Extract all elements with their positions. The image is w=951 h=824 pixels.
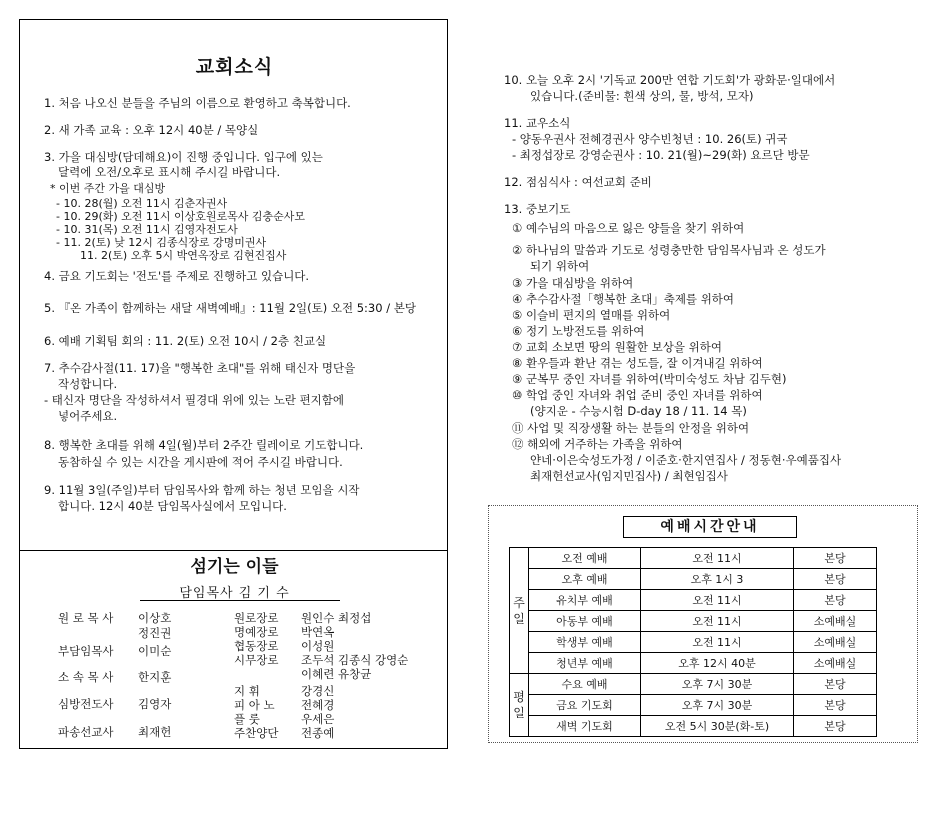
prayer-item: ⑥ 정기 노방전도를 위하여 bbox=[512, 324, 645, 338]
sunday-label: 주 일 bbox=[510, 548, 529, 674]
weekday-label: 평 일 bbox=[510, 674, 529, 737]
prayer-item: 최재헌선교사(임지민집사) / 최현임집사 bbox=[530, 469, 728, 483]
staff-name: 정진권 bbox=[138, 626, 172, 640]
staff-role: 원 로 목 사 bbox=[58, 611, 114, 625]
staff-role: 피 아 노 bbox=[234, 698, 275, 712]
news-item: 9. 11월 3일(주일)부터 담임목사와 함께 하는 청년 모임을 시작 bbox=[44, 483, 360, 497]
news-item: 합니다. 12시 40분 담임목사실에서 모입니다. bbox=[58, 499, 287, 513]
service-place: 본당 bbox=[794, 695, 877, 716]
service-time: 오후 7시 30분 bbox=[641, 674, 794, 695]
staff-role: 부담임목사 bbox=[58, 644, 114, 658]
prayer-item: ④ 추수감사절「행복한 초대」축제를 위하여 bbox=[512, 292, 735, 306]
visit-item: - 10. 29(화) 오전 11시 이상호원로목사 김충순사모 bbox=[56, 210, 306, 223]
service-time: 오전 11시 bbox=[641, 611, 794, 632]
table-row bbox=[510, 716, 877, 737]
service-name: 수요 예배 bbox=[529, 674, 641, 695]
news-item: 12. 점심식사 : 여선교회 준비 bbox=[504, 175, 652, 189]
staff-role: 명예장로 bbox=[234, 625, 279, 639]
news-item: 13. 중보기도 bbox=[504, 202, 571, 216]
prayer-item: ② 하나님의 말씀과 기도로 성령충만한 담임목사님과 온 성도가 bbox=[512, 243, 826, 257]
service-time: 오전 11시 bbox=[641, 632, 794, 653]
prayer-item: ⑦ 교회 소보면 땅의 원활한 보상을 위하여 bbox=[512, 340, 722, 354]
staff-name: 이상호 bbox=[138, 611, 172, 625]
staff-name: 이혜련 유창균 bbox=[301, 667, 372, 681]
service-place: 소예배실 bbox=[794, 632, 877, 653]
table-row bbox=[510, 674, 877, 695]
news-item: 8. 행복한 초대를 위해 4일(월)부터 2주간 릴레이로 기도합니다. bbox=[44, 438, 364, 452]
staff-name: 원인수 최정섭 bbox=[301, 611, 372, 625]
service-place: 소예배실 bbox=[794, 611, 877, 632]
service-time: 오전 11시 bbox=[641, 548, 794, 569]
news-item: 4. 금요 기도회는 '전도'를 주제로 진행하고 있습니다. bbox=[44, 269, 310, 283]
prayer-item: ⑤ 이슬비 편지의 열매를 위하여 bbox=[512, 308, 671, 322]
prayer-item: ⑨ 군복무 중인 자녀를 위하여(박미숙성도 차남 김두현) bbox=[512, 372, 787, 386]
staff-name: 박연옥 bbox=[301, 625, 335, 639]
news-item: 작성합니다. bbox=[58, 377, 118, 391]
table-row bbox=[510, 611, 877, 632]
service-time: 오전 11시 bbox=[641, 590, 794, 611]
church-news-panel bbox=[19, 19, 448, 749]
visit-item: - 10. 31(목) 오전 11시 김영자전도사 bbox=[56, 223, 238, 236]
news-title: 교회소식 bbox=[195, 56, 274, 78]
senior-pastor-text: 담임목사 김 기 수 bbox=[179, 586, 290, 601]
service-name: 금요 기도회 bbox=[529, 695, 641, 716]
staff-role: 협동장로 bbox=[234, 639, 279, 653]
staff-role: 파송선교사 bbox=[58, 725, 114, 739]
service-place: 본당 bbox=[794, 548, 877, 569]
visit-item: - 11. 2(토) 낮 12시 김종식장로 강명미권사 bbox=[56, 236, 267, 249]
service-name: 학생부 예배 bbox=[529, 632, 641, 653]
staff-role: 소 속 목 사 bbox=[58, 670, 114, 684]
visit-item: - 10. 28(월) 오전 11시 김춘자권사 bbox=[56, 197, 228, 210]
service-name: 아동부 예배 bbox=[529, 611, 641, 632]
news-item: 넣어주세요. bbox=[58, 409, 118, 423]
staff-name: 이미순 bbox=[138, 644, 172, 658]
underline bbox=[140, 600, 340, 601]
staff-name: 이성원 bbox=[301, 639, 335, 653]
table-row bbox=[510, 653, 877, 674]
news-item: 1. 처음 나오신 분들을 주님의 이름으로 환영하고 축복합니다. bbox=[44, 96, 351, 110]
table-row bbox=[510, 632, 877, 653]
prayer-item: ③ 가을 대심방을 위하여 bbox=[512, 276, 634, 290]
service-name: 청년부 예배 bbox=[529, 653, 641, 674]
staff-name: 최재헌 bbox=[138, 725, 172, 739]
news-item: - 태신자 명단을 작성하셔서 필경대 위에 있는 노란 편지함에 bbox=[44, 393, 345, 407]
staff-role: 시무장로 bbox=[234, 653, 279, 667]
service-name: 오후 예배 bbox=[529, 569, 641, 590]
staff-role: 지 휘 bbox=[234, 684, 260, 698]
news-item: 10. 오늘 오후 2시 '기독교 200만 연합 기도회'가 광화문·일대에서 bbox=[504, 73, 836, 87]
staff-name: 조두석 김종식 강영순 bbox=[301, 653, 409, 667]
service-time: 오전 5시 30분(화-토) bbox=[641, 716, 794, 737]
news-item: - 최정섭장로 강영순권사 : 10. 21(월)~29(화) 요르단 방문 bbox=[512, 148, 810, 162]
staff-name: 한지훈 bbox=[138, 670, 172, 684]
staff-name: 김영자 bbox=[138, 697, 172, 711]
news-item: 동참하실 수 있는 시간을 게시판에 적어 주시길 바랍니다. bbox=[58, 455, 343, 469]
prayer-item: 얀네·이은숙성도가정 / 이준호·한지연집사 / 정동현·우예품집사 bbox=[530, 453, 842, 467]
news-item: 5. 『온 가족이 함께하는 새달 새벽예배』: 11월 2일(토) 오전 5:30 / 본당 bbox=[44, 301, 416, 315]
news-item: - 양동우권사 전혜경권사 양수빈청년 : 10. 26(토) 귀국 bbox=[512, 132, 788, 146]
service-time: 오후 12시 40분 bbox=[641, 653, 794, 674]
prayer-item: (양지운 - 수능시험 D-day 18 / 11. 14 목) bbox=[530, 404, 747, 418]
staff-role: 주찬양단 bbox=[234, 726, 279, 740]
news-item: 달력에 오전/오후로 표시해 주시길 바랍니다. bbox=[58, 165, 281, 179]
service-place: 본당 bbox=[794, 716, 877, 737]
staff-role: 심방전도사 bbox=[58, 697, 114, 711]
news-item: 6. 예배 기획팀 회의 : 11. 2(토) 오전 10시 / 2층 친교실 bbox=[44, 334, 327, 348]
prayer-item: 되기 위하여 bbox=[530, 259, 590, 273]
staff-role: 플 룻 bbox=[234, 712, 260, 726]
news-item: 3. 가을 대심방(담데해요)이 진행 중입니다. 입구에 있는 bbox=[44, 150, 323, 164]
worship-schedule bbox=[488, 505, 918, 743]
news-item: * 이번 주간 가을 대심방 bbox=[50, 182, 166, 195]
visit-item: 11. 2(토) 오후 5시 박연옥장로 김현진집사 bbox=[80, 249, 287, 262]
service-place: 본당 bbox=[794, 674, 877, 695]
service-name: 유치부 예배 bbox=[529, 590, 641, 611]
service-time: 오후 1시 3 bbox=[641, 569, 794, 590]
staff-name: 전혜경 bbox=[301, 698, 335, 712]
news-item: 있습니다.(준비물: 흰색 상의, 물, 방석, 모자) bbox=[530, 89, 754, 103]
prayer-item: ⑩ 학업 중인 자녀와 취업 준비 중인 자녀를 위하여 bbox=[512, 388, 763, 402]
staff-title: 섬기는 이들 bbox=[190, 557, 279, 577]
schedule-title: 예배시간안내 bbox=[623, 516, 797, 538]
service-name: 새벽 기도회 bbox=[529, 716, 641, 737]
staff-name: 전종예 bbox=[301, 726, 335, 740]
schedule-table bbox=[509, 547, 877, 737]
table-row bbox=[510, 548, 877, 569]
prayer-item: ① 예수님의 마음으로 잃은 양들을 찾기 위하여 bbox=[512, 221, 745, 235]
service-name: 오전 예배 bbox=[529, 548, 641, 569]
staff-name: 강경신 bbox=[301, 684, 335, 698]
staff-role: 원로장로 bbox=[234, 611, 279, 625]
service-place: 본당 bbox=[794, 590, 877, 611]
prayer-item: ⑧ 환우들과 환난 겪는 성도들, 잘 이겨내길 위하여 bbox=[512, 356, 763, 370]
prayer-item: ⑫ 해외에 거주하는 가족을 위하여 bbox=[512, 437, 683, 451]
news-item: 2. 새 가족 교육 : 오후 12시 40분 / 목양실 bbox=[44, 123, 259, 137]
news-item: 7. 추수감사절(11. 17)을 "행복한 초대"를 위해 태신자 명단을 bbox=[44, 361, 356, 375]
staff-name: 우세은 bbox=[301, 712, 335, 726]
divider bbox=[20, 550, 447, 551]
news-item: 11. 교우소식 bbox=[504, 116, 571, 130]
table-row bbox=[510, 569, 877, 590]
service-place: 소예배실 bbox=[794, 653, 877, 674]
service-place: 본당 bbox=[794, 569, 877, 590]
senior-pastor bbox=[20, 582, 449, 601]
service-time: 오후 7시 30분 bbox=[641, 695, 794, 716]
prayer-item: ⑪ 사업 및 직장생활 하는 분들의 안정을 위하여 bbox=[512, 421, 750, 435]
table-row bbox=[510, 695, 877, 716]
table-row bbox=[510, 590, 877, 611]
